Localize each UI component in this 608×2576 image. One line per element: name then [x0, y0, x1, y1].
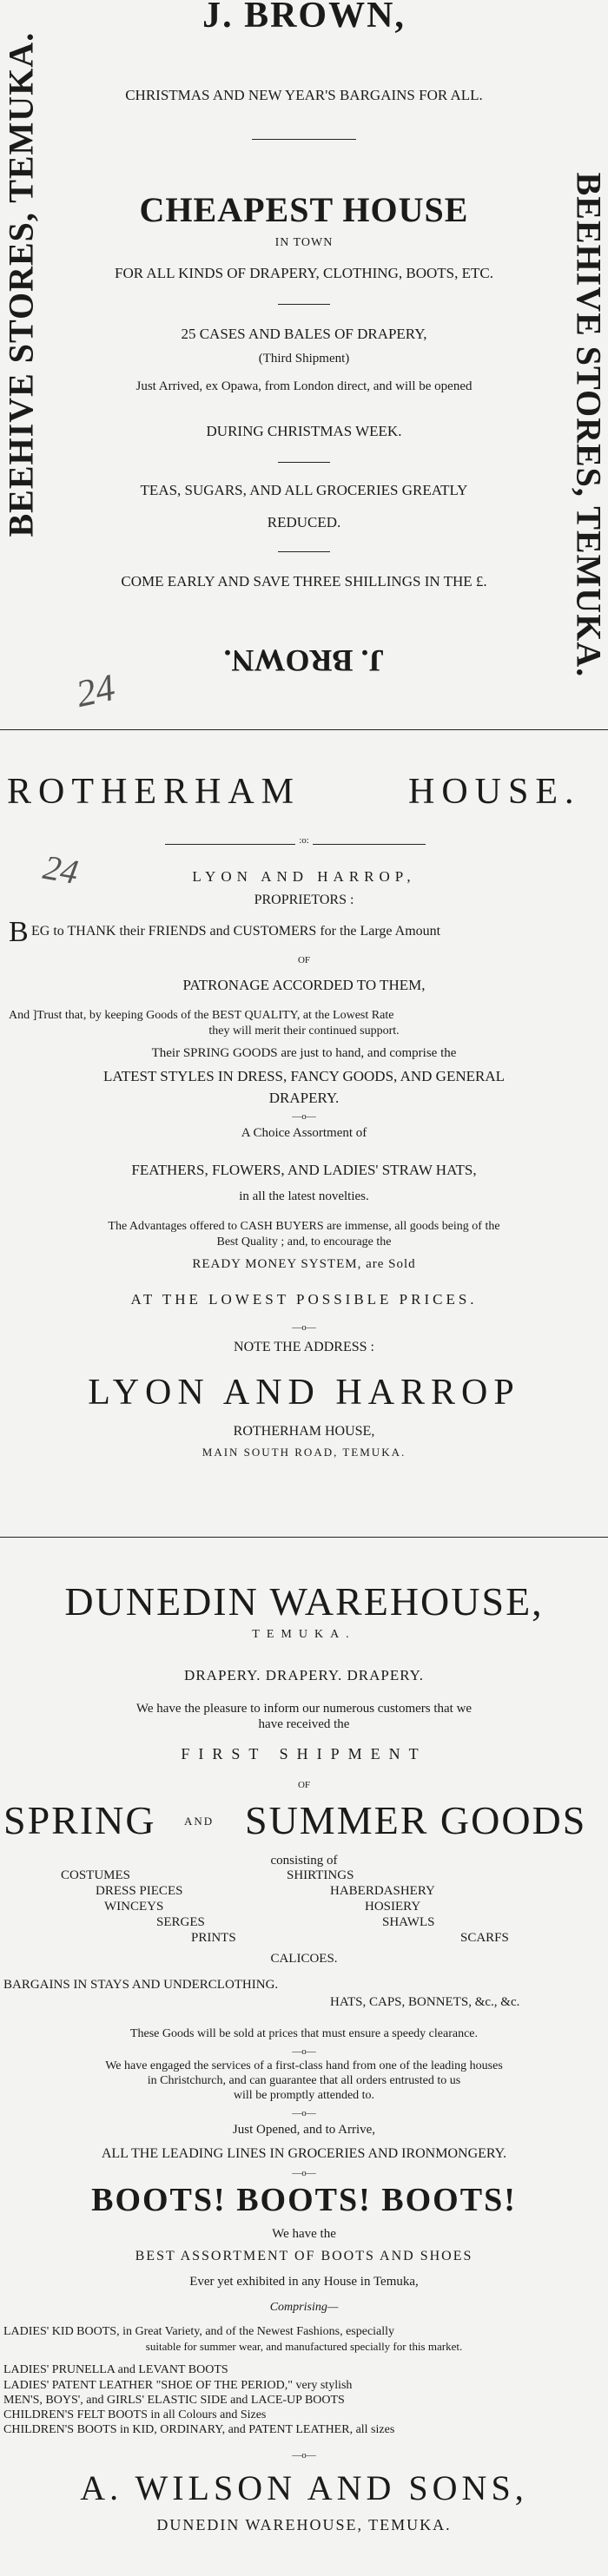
dunedin-best-assortment: BEST ASSORTMENT OF BOOTS AND SHOES: [135, 2249, 473, 2263]
brown-teas-2: REDUCED.: [267, 514, 341, 530]
divider: [278, 462, 330, 463]
list-item: DRESS PIECES: [96, 1884, 183, 1898]
dunedin-mens: MEN'S, BOYS', and GIRLS' ELASTIC SIDE and LACE-UP BOOTS: [3, 2394, 345, 2407]
divider: [252, 139, 356, 140]
dunedin-summer: SUMMER GOODS: [245, 1798, 587, 1842]
rotherham-divider-mark: [0, 835, 608, 846]
dunedin-felt: CHILDREN'S FELT BOOTS in all Colours and Sizes: [3, 2408, 267, 2421]
rotherham-beg: EG to THANK their FRIENDS and CUSTOMERS for the Large Amount: [31, 924, 441, 939]
handwritten-number: 24: [72, 665, 119, 716]
list-item: PRINTS: [191, 1931, 236, 1945]
dunedin-engaged-3: will be promptly attended to.: [233, 2089, 375, 2102]
rotherham-lowest: AT THE LOWEST POSSIBLE PRICES.: [130, 1291, 478, 1308]
side-text-right: BEEHIVE STORES, TEMUKA.: [569, 172, 608, 678]
list-item: HOSIERY: [365, 1900, 421, 1914]
dunedin-ever: Ever yet exhibited in any House in Temuka,: [189, 2275, 419, 2289]
rotherham-advantages-1: The Advantages offered to CASH BUYERS are immense, all goods being of the: [108, 1220, 500, 1233]
dunedin-leading-lines: ALL THE LEADING LINES IN GROCERIES AND IRONMONGERY.: [101, 2146, 507, 2161]
dunedin-wilson: A. WILSON AND SONS,: [80, 2468, 528, 2507]
section-rule: [0, 729, 608, 730]
rotherham-choice: A Choice Assortment of: [241, 1126, 367, 1140]
brown-cases: 25 CASES AND BALES OF DRAPERY,: [181, 326, 427, 342]
brown-come-early: COME EARLY AND SAVE THREE SHILLINGS IN THE £.: [121, 573, 487, 590]
brown-kinds: FOR ALL KINDS OF DRAPERY, CLOTHING, BOOTS, ETC.: [115, 265, 493, 281]
brown-title: CHEAPEST HOUSE: [139, 190, 469, 229]
divider: [278, 551, 330, 552]
brown-arrived: Just Arrived, ex Opawa, from London direct, and will be opened: [135, 379, 473, 393]
dunedin-pleasure-2: have received the: [258, 1717, 350, 1731]
brown-teas-1: TEAS, SUGARS, AND ALL GROCERIES GREATLY: [140, 482, 468, 498]
dunedin-just-opened: Just Opened, and to Arrive,: [232, 2123, 376, 2137]
list-item: SERGES: [156, 1915, 205, 1929]
divider: [278, 304, 330, 305]
divider-mark: —o—: [292, 1322, 316, 1333]
brown-christmas-week: DURING CHRISTMAS WEEK.: [206, 423, 402, 439]
list-item: COSTUMES: [61, 1868, 131, 1882]
rotherham-proprietors: PROPRIETORS :: [254, 893, 354, 907]
divider-mark: —o—: [292, 2168, 316, 2178]
brown-signature-inverted: J. BROWN.: [223, 643, 385, 678]
brown-headline: CHRISTMAS AND NEW YEAR'S BARGAINS FOR ALL.: [125, 87, 483, 103]
rotherham-note: NOTE THE ADDRESS :: [234, 1340, 374, 1354]
dunedin-patent: LADIES' PATENT LEATHER "SHOE OF THE PERIOD," very stylish: [3, 2379, 353, 2392]
rotherham-title-left: ROTHERHAM: [7, 772, 301, 812]
dunedin-of: OF: [297, 1780, 311, 1790]
divider-mark: —o—: [292, 2108, 316, 2118]
dunedin-bargains: BARGAINS IN STAYS AND UNDERCLOTHING.: [3, 1978, 279, 1992]
rotherham-address-1: ROTHERHAM HOUSE,: [233, 1424, 375, 1439]
divider-mark: —o—: [292, 2450, 316, 2461]
rotherham-feathers: FEATHERS, FLOWERS, AND LADIES' STRAW HATS,: [131, 1162, 477, 1178]
rotherham-advantages-2: Best Quality ; and, to encourage the: [216, 1235, 392, 1248]
handwritten-number: 24: [40, 847, 82, 893]
brown-shipment: (Third Shipment): [258, 352, 350, 366]
list-item: SHAWLS: [382, 1915, 435, 1929]
dunedin-drapery3: DRAPERY. DRAPERY. DRAPERY.: [184, 1667, 424, 1683]
section-rule: [0, 1537, 608, 1538]
dunedin-engaged-2: in Christchurch, and can guarantee that all orders entrusted to us: [147, 2074, 461, 2087]
divider-mark: —o—: [292, 2046, 316, 2057]
dunedin-warehouse: DUNEDIN WAREHOUSE, TEMUKA.: [156, 2516, 452, 2533]
dunedin-consisting: consisting of: [270, 1854, 338, 1868]
dunedin-prices: These Goods will be sold at prices that must ensure a speedy clearance.: [129, 2027, 479, 2040]
dunedin-ladies-kid-2: suitable for summer wear, and manufactured specially for this market.: [145, 2340, 463, 2353]
divider-mark: :o:: [295, 835, 313, 846]
list-item: WINCEYS: [104, 1900, 164, 1914]
side-text-left: BEEHIVE STORES, TEMUKA.: [1, 31, 41, 537]
list-item: CALICOES.: [270, 1952, 338, 1966]
dunedin-and: AND: [184, 1815, 215, 1828]
dunedin-ladies-kid-1: LADIES' KID BOOTS, in Great Variety, and of the Newest Fashions, especially: [3, 2325, 395, 2338]
rotherham-ready-money: READY MONEY SYSTEM, are Sold: [192, 1257, 416, 1271]
rotherham-title-right: HOUSE.: [408, 772, 581, 812]
rotherham-spring-goods: Their SPRING GOODS are just to hand, and comprise the: [151, 1046, 457, 1060]
dunedin-town: TEMUKA.: [252, 1628, 356, 1641]
rotherham-proprietors-name: LYON AND HARROP,: [192, 868, 416, 885]
rotherham-lyon-big: LYON AND HARROP: [88, 1373, 520, 1413]
rotherham-drapery: DRAPERY.: [268, 1090, 340, 1106]
dunedin-boots: BOOTS! BOOTS! BOOTS!: [91, 2182, 517, 2218]
dunedin-engaged-1: We have engaged the services of a first-class hand from one of the leading houses: [105, 2059, 503, 2072]
rotherham-trust-2: they will merit their continued support.: [208, 1024, 400, 1038]
rotherham-patronage: PATRONAGE ACCORDED TO THEM,: [182, 977, 426, 993]
dunedin-childrens-kid: CHILDREN'S BOOTS in KID, ORDINARY, and PATENT LEATHER, all sizes: [3, 2423, 395, 2436]
rotherham-address-2: MAIN SOUTH ROAD, TEMUKA.: [202, 1446, 406, 1459]
dunedin-prunella: LADIES' PRUNELLA and LEVANT BOOTS: [3, 2363, 228, 2376]
brown-name: J. BROWN,: [202, 0, 406, 36]
list-item: SHIRTINGS: [287, 1868, 354, 1882]
dunedin-we-have: We have the: [272, 2227, 336, 2241]
dunedin-comprising: Comprising—: [269, 2301, 339, 2314]
dunedin-first-shipment: FIRST SHIPMENT: [181, 1745, 427, 1762]
divider-mark: —o—: [292, 1111, 316, 1122]
list-item: SCARFS: [460, 1931, 509, 1945]
dunedin-spring: SPRING: [3, 1798, 156, 1842]
rotherham-drop-cap: B: [9, 916, 29, 948]
brown-in-town: IN TOWN: [274, 236, 334, 249]
rotherham-latest-styles: LATEST STYLES IN DRESS, FANCY GOODS, AND GENERAL: [102, 1068, 506, 1084]
dunedin-hats: HATS, CAPS, BONNETS, &c., &c.: [330, 1995, 520, 2009]
dunedin-pleasure-1: We have the pleasure to inform our numerous customers that we: [135, 1702, 473, 1716]
rotherham-of: OF: [297, 955, 311, 965]
rotherham-novelties: in all the latest novelties.: [239, 1189, 369, 1203]
rotherham-trust-1: And ]Trust that, by keeping Goods of the BEST QUALITY, at the Lowest Rate: [9, 1009, 394, 1022]
dunedin-title: DUNEDIN WAREHOUSE,: [64, 1579, 544, 1624]
list-item: HABERDASHERY: [330, 1884, 435, 1898]
